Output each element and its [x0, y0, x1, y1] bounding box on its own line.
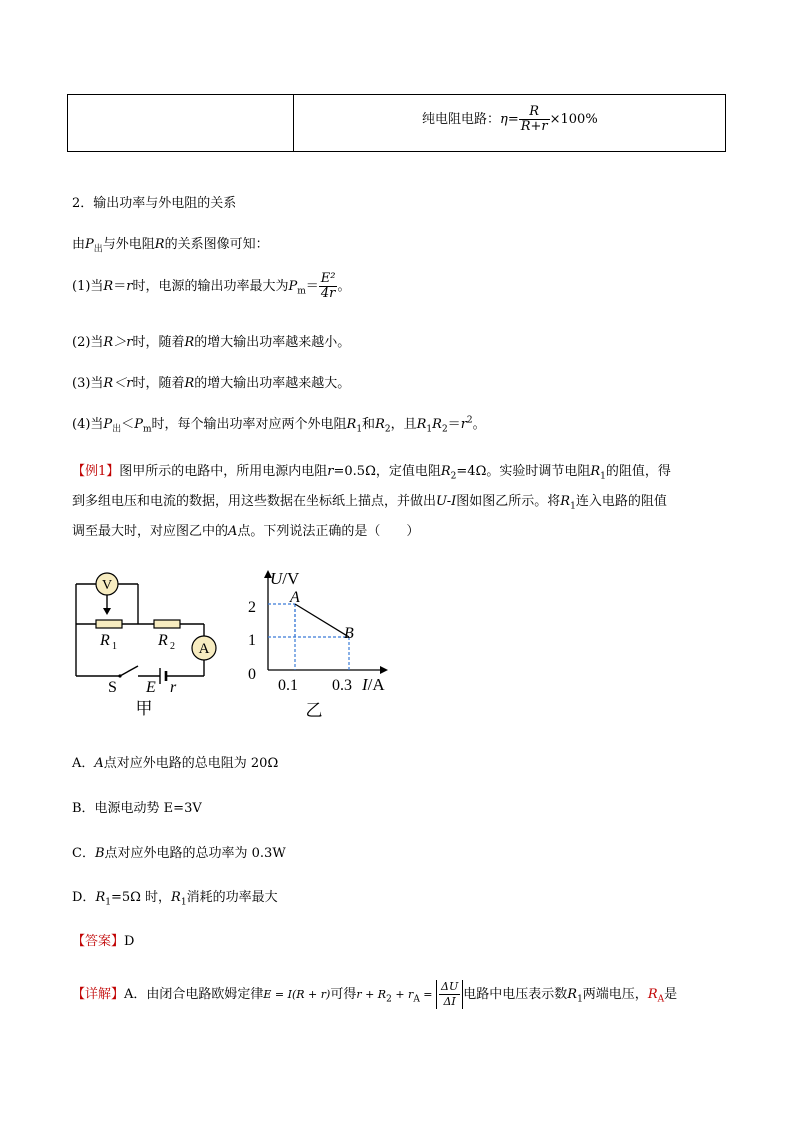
item1-R: R — [103, 279, 114, 294]
detail-RA: R — [647, 987, 658, 1002]
opt-d-R1: R — [95, 890, 106, 905]
option-c[interactable] — [72, 842, 286, 861]
item1-fraction — [319, 272, 338, 301]
detail-f2sub: 2 — [386, 994, 392, 1005]
detail-a: A．由闭合电路欧姆定律 — [124, 987, 264, 1002]
item4-prod: R — [416, 417, 427, 432]
section-intro — [72, 233, 269, 255]
ui-graph — [240, 562, 400, 722]
ex-l1-c: =4Ω。实验时调节电阻 — [456, 464, 591, 479]
detail-e: 是 — [664, 987, 678, 1002]
fraction-numerator: R — [519, 105, 550, 120]
intro-R: R — [154, 237, 165, 252]
x-axis-unit: /A — [367, 675, 385, 694]
x-tick-0.3: 0.3 — [332, 677, 352, 694]
ex-l2-UI: U-I — [436, 494, 457, 509]
ex-l2-1: 1 — [570, 501, 576, 512]
ex-l3-b: 点。下列说法正确的是（ ） — [237, 524, 420, 539]
ex-l1-R2: R — [440, 464, 451, 479]
ui-line — [295, 604, 349, 637]
origin-label: 0 — [248, 666, 256, 683]
item4-P-sub: 出 — [112, 424, 122, 435]
item3-R: R — [184, 376, 195, 391]
item1-m: m — [297, 286, 306, 297]
item3-end: 的增大输出功率越来越大。 — [194, 376, 351, 391]
detail-tag: 【详解】 — [72, 987, 125, 1002]
item2-a: (2)当 — [72, 335, 104, 350]
ex-l2-R1: R — [560, 494, 571, 509]
item4-1: 1 — [356, 424, 363, 435]
opt-d-1b: 1 — [180, 897, 187, 908]
item-2 — [72, 331, 350, 350]
point-a-label: A — [290, 589, 300, 606]
ex-l1-a: 图甲所示的电路中，所用电源内电阻 — [119, 464, 328, 479]
efficiency-fraction — [519, 105, 550, 134]
cell-prefix: 纯电阻电路： — [422, 112, 501, 127]
item1-den: 4r — [320, 286, 336, 301]
table-divider — [293, 95, 294, 151]
item1-eq: ＝ — [113, 279, 127, 294]
opt-d-label: D． — [72, 890, 96, 905]
opt-d-mid: =5Ω 时， — [110, 890, 172, 905]
ammeter-label: A — [198, 641, 210, 657]
opt-c-label: C． — [72, 846, 95, 861]
eta-symbol: η — [500, 112, 508, 127]
intro-P-sub: 出 — [93, 244, 103, 255]
opt-c-text: 点对应外电路的总功率为 0.3W — [104, 846, 286, 861]
opt-d-end: 消耗的功率最大 — [186, 890, 278, 905]
item4-b: 时，每个输出功率对应两个外电阻 — [151, 417, 347, 432]
example-line-1 — [72, 460, 671, 482]
item4-R2: R — [375, 417, 385, 432]
item-4 — [72, 413, 486, 435]
r2-label: R — [158, 632, 168, 649]
ex-l1-1: 1 — [600, 471, 606, 482]
answer-value: D — [124, 934, 135, 949]
point-b-label: B — [344, 625, 354, 642]
detail-formula2: r + R — [356, 988, 387, 1001]
item4-P: P — [103, 417, 113, 432]
item3-b: 时，随着 — [132, 376, 185, 391]
graph-caption: 乙 — [305, 701, 323, 721]
section-heading: 2．输出功率与外电阻的关系 — [72, 196, 237, 211]
detail-dU: ΔU — [441, 980, 459, 993]
r1-sub: 1 — [112, 641, 117, 652]
detail-b: 可得 — [330, 987, 357, 1002]
item4-a: (4)当 — [72, 417, 104, 432]
option-a[interactable] — [72, 752, 278, 771]
item3-a: (3)当 — [72, 376, 104, 391]
item1-num: E² — [320, 271, 336, 286]
item1-P: P — [288, 279, 298, 294]
fraction-denominator: R+r — [520, 119, 548, 134]
item2-b: 时，随着 — [132, 335, 185, 350]
detail-dI: ΔI — [443, 995, 456, 1008]
detail-formula1: E = I(R + r) — [263, 988, 331, 1001]
item4-m: m — [142, 424, 152, 435]
opt-d-R1b: R — [171, 890, 181, 905]
item1-eq2: ＝ — [305, 279, 319, 294]
r1-label: R — [100, 632, 110, 649]
item4-and: 和 — [362, 417, 376, 432]
detail-R1: R — [567, 987, 578, 1002]
item2-end: 的增大输出功率越来越小。 — [194, 335, 351, 350]
item1-a: (1)当 — [72, 279, 104, 294]
item1-end: 。 — [337, 279, 351, 294]
item2-R: R — [184, 335, 195, 350]
item4-sq: 2 — [466, 415, 473, 426]
detail-f2c: + r — [391, 988, 414, 1001]
detail-line — [72, 980, 677, 1009]
detail-R1sub: 1 — [577, 994, 583, 1005]
item4-r: r — [460, 417, 467, 432]
emf-label: E — [146, 679, 156, 696]
ex-l2-a: 到多组电压和电流的数据，用这些数据在坐标纸上描点，并做出 — [72, 494, 437, 509]
detail-c: 电路中电压表示数 — [463, 987, 568, 1002]
y-axis-unit: /V — [282, 569, 300, 588]
x-tick-0.1: 0.1 — [278, 677, 298, 694]
intro-text-c: 的关系图像可知： — [164, 237, 269, 252]
ex-l2-c: 连入电路的阻值 — [575, 494, 667, 509]
example-line-3 — [72, 520, 419, 539]
percent-suffix: ×100% — [549, 112, 598, 127]
item4-eq: ＝ — [447, 417, 461, 432]
detail-f2subA: A — [413, 994, 420, 1005]
item-1 — [72, 272, 351, 301]
ex-l1-d: 的阻值，得 — [605, 464, 671, 479]
answer-tag: 【答案】 — [72, 934, 125, 949]
ex-l1-r: r — [327, 464, 334, 479]
y-axis-label — [270, 569, 300, 588]
intro-text-a: 由 — [72, 237, 86, 252]
item1-r: r — [126, 279, 133, 294]
detail-RAsub: A — [657, 994, 665, 1005]
switch-blade — [120, 666, 138, 676]
resistor-r1 — [96, 620, 122, 628]
answer-line — [72, 930, 134, 949]
opt-a-it: A — [94, 756, 104, 771]
switch-pivot — [118, 674, 121, 677]
ex-l1-2: 2 — [450, 471, 457, 482]
resistor-r2 — [154, 620, 180, 628]
y-tick-2: 2 — [248, 599, 256, 616]
item-3 — [72, 372, 350, 391]
y-tick-1: 1 — [248, 632, 256, 649]
circuit-caption: 甲 — [135, 699, 153, 718]
item3-rel: R＜r — [103, 376, 133, 391]
item4-prod2: R — [432, 417, 442, 432]
opt-a-label: A． — [72, 756, 95, 771]
internal-r-label: r — [170, 679, 177, 696]
item4-c: ，且 — [390, 417, 417, 432]
opt-c-it: B — [94, 846, 105, 861]
slider-arrow — [103, 608, 111, 615]
x-axis-I: I — [362, 675, 368, 694]
ex-l2-b: 图如图乙所示。将 — [456, 494, 561, 509]
opt-d-1: 1 — [105, 897, 111, 908]
r2-sub: 2 — [170, 641, 175, 652]
ex-l1-R1: R — [590, 464, 601, 479]
equals: = — [507, 112, 519, 127]
formula-table — [67, 94, 726, 152]
detail-f2eq: = — [419, 988, 437, 1001]
ex-l3-a: 调至最大时，对应图乙中的 — [72, 524, 229, 539]
example-tag: 【例1】 — [72, 464, 120, 479]
detail-d: 两端电压， — [582, 987, 648, 1002]
item4-p2: 2 — [441, 424, 448, 435]
switch-label: S — [108, 679, 117, 696]
y-axis-U: U — [270, 569, 283, 588]
intro-text-b: 与外电阻 — [102, 237, 155, 252]
efficiency-cell — [422, 105, 598, 134]
item4-2: 2 — [384, 424, 391, 435]
item4-Pm: P — [134, 417, 143, 432]
item4-lt: ＜ — [121, 417, 135, 432]
ex-l1-b: =0.5Ω，定值电阻 — [333, 464, 441, 479]
opt-a-text: 点对应外电路的总电阻为 20Ω — [103, 756, 279, 771]
item1-e: 时，电源的输出功率最大为 — [132, 279, 289, 294]
item2-rel: R＞r — [103, 335, 133, 350]
x-axis-label — [361, 675, 385, 694]
option-d[interactable] — [72, 886, 278, 908]
detail-fraction — [439, 980, 460, 1009]
item4-p1: 1 — [426, 424, 433, 435]
option-b[interactable]: B．电源电动势 E=3V — [72, 801, 202, 816]
circuit-diagram — [70, 568, 220, 718]
item4-R1: R — [346, 417, 357, 432]
ex-l3-A: A — [228, 524, 238, 539]
item4-end: 。 — [472, 417, 486, 432]
example-line-2 — [72, 490, 667, 512]
voltmeter-label: V — [101, 578, 113, 593]
abs-bars — [436, 980, 463, 1009]
dashed-guides — [268, 604, 349, 670]
x-axis-arrow — [380, 666, 388, 674]
intro-P: P — [85, 237, 94, 252]
